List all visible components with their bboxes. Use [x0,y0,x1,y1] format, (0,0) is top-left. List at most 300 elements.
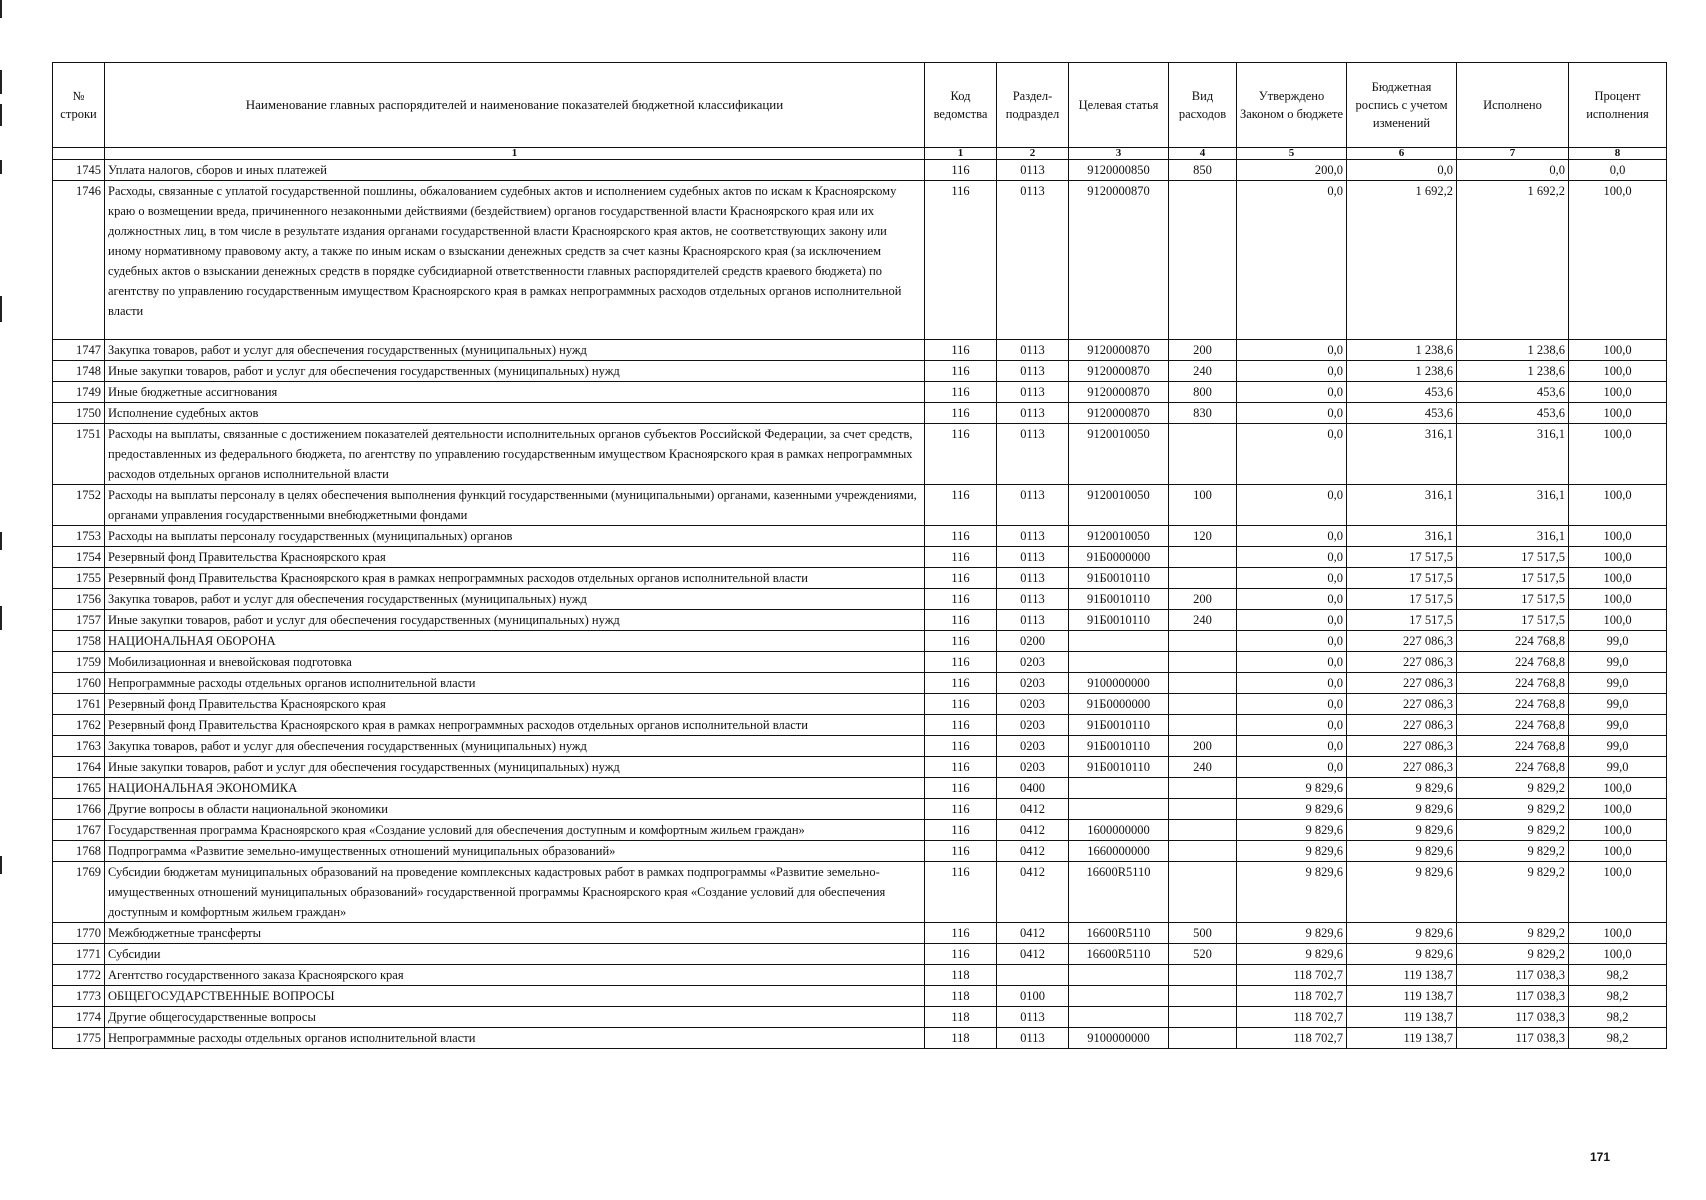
budget-list-amount: 9 829,6 [1347,944,1457,965]
column-number: 3 [1069,148,1169,160]
row-name: Подпрограмма «Развитие земельно-имущественных отношений муниципальных образований» [105,841,925,862]
target-article [1069,652,1169,673]
binding-mark [0,0,2,18]
dept-code: 116 [925,361,997,382]
section-code: 0113 [997,526,1069,547]
target-article [1069,631,1169,652]
budget-list-amount: 119 138,7 [1347,986,1457,1007]
section-code: 0412 [997,944,1069,965]
table-row [53,694,1667,715]
target-article: 91Б0010110 [1069,589,1169,610]
budget-list-amount: 9 829,6 [1347,820,1457,841]
target-article: 9120000870 [1069,382,1169,403]
approved-amount: 9 829,6 [1237,799,1347,820]
execution-percent: 98,2 [1569,986,1667,1007]
approved-amount: 0,0 [1237,694,1347,715]
expense-type [1169,568,1237,589]
row-number: 1765 [53,778,105,799]
execution-percent: 100,0 [1569,424,1667,485]
section-code: 0412 [997,799,1069,820]
execution-percent: 100,0 [1569,923,1667,944]
dept-code: 116 [925,424,997,485]
approved-amount: 200,0 [1237,160,1347,181]
approved-amount: 0,0 [1237,757,1347,778]
budget-list-amount: 453,6 [1347,382,1457,403]
dept-code: 116 [925,526,997,547]
row-number: 1774 [53,1007,105,1028]
target-article: 91Б0010110 [1069,610,1169,631]
row-name: ОБЩЕГОСУДАРСТВЕННЫЕ ВОПРОСЫ [105,986,925,1007]
row-number: 1752 [53,485,105,526]
column-number: 8 [1569,148,1667,160]
target-article: 16600R5110 [1069,862,1169,923]
executed-amount: 453,6 [1457,382,1569,403]
binding-mark [0,160,2,174]
execution-percent: 100,0 [1569,568,1667,589]
execution-percent: 100,0 [1569,403,1667,424]
budget-execution-table [52,62,1667,1049]
approved-amount: 9 829,6 [1237,944,1347,965]
target-article [1069,1007,1169,1028]
section-code: 0412 [997,841,1069,862]
execution-percent: 98,2 [1569,1007,1667,1028]
executed-amount: 17 517,5 [1457,589,1569,610]
table-row [53,424,1667,485]
row-name: Субсидии [105,944,925,965]
row-name: Резервный фонд Правительства Красноярского края в рамках непрограммных расходов отдельных органов исполнительной власти [105,715,925,736]
column-number: 1 [925,148,997,160]
budget-list-amount: 17 517,5 [1347,610,1457,631]
row-number: 1770 [53,923,105,944]
table-row [53,652,1667,673]
budget-list-amount: 227 086,3 [1347,673,1457,694]
executed-amount: 9 829,2 [1457,944,1569,965]
dept-code: 116 [925,652,997,673]
target-article: 91Б0010110 [1069,568,1169,589]
executed-amount: 224 768,8 [1457,673,1569,694]
target-article: 91Б0000000 [1069,694,1169,715]
section-code: 0412 [997,862,1069,923]
dept-code: 116 [925,715,997,736]
row-name: Закупка товаров, работ и услуг для обеспечения государственных (муниципальных) нужд [105,589,925,610]
budget-list-amount: 1 692,2 [1347,181,1457,340]
expense-type: 240 [1169,757,1237,778]
header-approved: Утверждено Законом о бюджете [1237,63,1347,148]
row-number: 1754 [53,547,105,568]
row-name: Иные закупки товаров, работ и услуг для обеспечения государственных (муниципальных) нужд [105,361,925,382]
row-name: Непрограммные расходы отдельных органов исполнительной власти [105,1028,925,1049]
row-name: Другие общегосударственные вопросы [105,1007,925,1028]
column-number: 1 [105,148,925,160]
binding-mark [0,104,2,126]
budget-list-amount: 227 086,3 [1347,757,1457,778]
expense-type [1169,799,1237,820]
executed-amount: 9 829,2 [1457,820,1569,841]
expense-type [1169,424,1237,485]
row-number: 1763 [53,736,105,757]
header-name: Наименование главных распорядителей и наименование показателей бюджетной классификации [105,63,925,148]
row-name: Иные закупки товаров, работ и услуг для обеспечения государственных (муниципальных) нужд [105,610,925,631]
expense-type [1169,986,1237,1007]
budget-list-amount: 0,0 [1347,160,1457,181]
target-article [1069,965,1169,986]
table-row [53,923,1667,944]
execution-percent: 100,0 [1569,778,1667,799]
approved-amount: 0,0 [1237,547,1347,568]
target-article: 91Б0010110 [1069,736,1169,757]
table-row [53,610,1667,631]
table-row [53,181,1667,340]
row-number: 1745 [53,160,105,181]
executed-amount: 316,1 [1457,485,1569,526]
table-row [53,944,1667,965]
table-row [53,526,1667,547]
page-number: 171 [1590,1150,1611,1164]
approved-amount: 118 702,7 [1237,965,1347,986]
execution-percent: 100,0 [1569,547,1667,568]
expense-type [1169,673,1237,694]
approved-amount: 0,0 [1237,403,1347,424]
expense-type [1169,841,1237,862]
column-number: 5 [1237,148,1347,160]
expense-type: 520 [1169,944,1237,965]
row-name: Мобилизационная и вневойсковая подготовка [105,652,925,673]
section-code: 0203 [997,736,1069,757]
dept-code: 116 [925,799,997,820]
section-code: 0203 [997,652,1069,673]
binding-mark [0,70,2,94]
row-name: Межбюджетные трансферты [105,923,925,944]
executed-amount: 117 038,3 [1457,1007,1569,1028]
target-article: 9120010050 [1069,485,1169,526]
budget-list-amount: 9 829,6 [1347,778,1457,799]
executed-amount: 0,0 [1457,160,1569,181]
table-row [53,382,1667,403]
executed-amount: 224 768,8 [1457,736,1569,757]
approved-amount: 0,0 [1237,382,1347,403]
row-number: 1759 [53,652,105,673]
execution-percent: 100,0 [1569,382,1667,403]
row-name: Субсидии бюджетам муниципальных образований на проведение комплексных кадастровых работ в рамках подпрограммы «Развитие земельно-имущественных отношений муниципальных образований» государственной программы Красноярского края «Создание условий для обеспечения доступным и комфортным жильем граждан» [105,862,925,923]
header-dept-code: Код ведомства [925,63,997,148]
dept-code: 118 [925,965,997,986]
approved-amount: 0,0 [1237,631,1347,652]
header-target: Целевая статья [1069,63,1169,148]
executed-amount: 224 768,8 [1457,652,1569,673]
expense-type: 100 [1169,485,1237,526]
section-code: 0113 [997,610,1069,631]
execution-percent: 0,0 [1569,160,1667,181]
dept-code: 116 [925,673,997,694]
row-name: Государственная программа Красноярского края «Создание условий для обеспечения доступным и комфортным жильем граждан» [105,820,925,841]
section-code: 0203 [997,673,1069,694]
executed-amount: 9 829,2 [1457,862,1569,923]
row-name: Резервный фонд Правительства Красноярского края [105,547,925,568]
table-row [53,799,1667,820]
budget-list-amount: 227 086,3 [1347,631,1457,652]
approved-amount: 118 702,7 [1237,1028,1347,1049]
budget-list-amount: 227 086,3 [1347,736,1457,757]
expense-type [1169,631,1237,652]
row-number: 1746 [53,181,105,340]
dept-code: 118 [925,1007,997,1028]
execution-percent: 100,0 [1569,589,1667,610]
section-code: 0113 [997,424,1069,485]
section-code: 0113 [997,568,1069,589]
target-article: 9120000850 [1069,160,1169,181]
row-name: Непрограммные расходы отдельных органов исполнительной власти [105,673,925,694]
expense-type [1169,862,1237,923]
execution-percent: 98,2 [1569,1028,1667,1049]
table-row [53,361,1667,382]
budget-list-amount: 9 829,6 [1347,862,1457,923]
table-row [53,673,1667,694]
dept-code: 118 [925,986,997,1007]
execution-percent: 100,0 [1569,820,1667,841]
row-name: Расходы на выплаты персоналу государственных (муниципальных) органов [105,526,925,547]
table-row [53,965,1667,986]
execution-percent: 100,0 [1569,340,1667,361]
dept-code: 116 [925,181,997,340]
expense-type: 200 [1169,589,1237,610]
header-percent: Процент исполнения [1569,63,1667,148]
approved-amount: 0,0 [1237,424,1347,485]
target-article: 1660000000 [1069,841,1169,862]
executed-amount: 117 038,3 [1457,965,1569,986]
target-article [1069,986,1169,1007]
approved-amount: 0,0 [1237,736,1347,757]
row-name: Расходы на выплаты, связанные с достижением показателей деятельности исполнительных органов субъектов Российской Федерации, за счет средств, предоставленных из федерального бюджета, по агентству по управлению государственным имуществом Красноярского края в рамках непрограммных расходов отдельных органов исполнительной власти [105,424,925,485]
table-body [53,160,1667,1049]
approved-amount: 0,0 [1237,568,1347,589]
section-code: 0203 [997,694,1069,715]
row-name: Агентство государственного заказа Красноярского края [105,965,925,986]
row-name: Расходы, связанные с уплатой государственной пошлины, обжалованием судебных актов и исполнением судебных актов по искам к Красноярскому краю о возмещении вреда, причиненного незаконными действиями (бездействием) органов государственной власти Красноярского края или их должностных лиц, в том числе в результате издания органами государственной власти Красноярского края актов, не соответствующих закону или иному нормативному правовому акту, а также по иным искам о взыскании денежных средств за счет казны Красноярского края (за исключением судебных актов о взыскании денежных средств в порядке субсидиарной ответственности главных распорядителей средств краевого бюджета) по агентству по управлению государственным имуществом Красноярского края в рамках непрограммных расходов отдельных органов исполнительной власти [105,181,925,340]
budget-list-amount: 227 086,3 [1347,694,1457,715]
row-number: 1753 [53,526,105,547]
table-row [53,820,1667,841]
executed-amount: 117 038,3 [1457,1028,1569,1049]
expense-type: 830 [1169,403,1237,424]
budget-list-amount: 9 829,6 [1347,841,1457,862]
expense-type [1169,965,1237,986]
row-name: Иные бюджетные ассигнования [105,382,925,403]
target-article: 9120000870 [1069,361,1169,382]
table-row [53,1007,1667,1028]
execution-percent: 99,0 [1569,673,1667,694]
budget-list-amount: 9 829,6 [1347,923,1457,944]
executed-amount: 224 768,8 [1457,715,1569,736]
target-article: 91Б0000000 [1069,547,1169,568]
expense-type [1169,652,1237,673]
dept-code: 116 [925,694,997,715]
table-row [53,547,1667,568]
row-name: Иные закупки товаров, работ и услуг для обеспечения государственных (муниципальных) нужд [105,757,925,778]
header-exp-type: Вид расходов [1169,63,1237,148]
approved-amount: 0,0 [1237,485,1347,526]
column-number: 4 [1169,148,1237,160]
row-number: 1769 [53,862,105,923]
expense-type [1169,547,1237,568]
dept-code: 116 [925,631,997,652]
row-name: Закупка товаров, работ и услуг для обеспечения государственных (муниципальных) нужд [105,736,925,757]
target-article: 9120010050 [1069,526,1169,547]
expense-type [1169,778,1237,799]
row-number: 1749 [53,382,105,403]
row-number: 1771 [53,944,105,965]
executed-amount: 224 768,8 [1457,694,1569,715]
budget-list-amount: 316,1 [1347,526,1457,547]
executed-amount: 453,6 [1457,403,1569,424]
section-code: 0203 [997,757,1069,778]
expense-type: 200 [1169,340,1237,361]
budget-list-amount: 1 238,6 [1347,340,1457,361]
executed-amount: 316,1 [1457,526,1569,547]
approved-amount: 0,0 [1237,610,1347,631]
target-article [1069,778,1169,799]
budget-list-amount: 17 517,5 [1347,568,1457,589]
expense-type [1169,694,1237,715]
section-code: 0200 [997,631,1069,652]
table-row [53,736,1667,757]
table-row [53,715,1667,736]
row-name: Другие вопросы в области национальной экономики [105,799,925,820]
approved-amount: 9 829,6 [1237,923,1347,944]
row-number: 1750 [53,403,105,424]
approved-amount: 0,0 [1237,526,1347,547]
dept-code: 116 [925,736,997,757]
budget-list-amount: 119 138,7 [1347,965,1457,986]
section-code: 0412 [997,820,1069,841]
section-code: 0113 [997,547,1069,568]
target-article: 9120000870 [1069,340,1169,361]
row-number: 1747 [53,340,105,361]
budget-list-amount: 17 517,5 [1347,547,1457,568]
column-number: 6 [1347,148,1457,160]
executed-amount: 224 768,8 [1457,631,1569,652]
dept-code: 116 [925,547,997,568]
table-row [53,1028,1667,1049]
dept-code: 116 [925,862,997,923]
approved-amount: 9 829,6 [1237,841,1347,862]
budget-list-amount: 1 238,6 [1347,361,1457,382]
row-name: Резервный фонд Правительства Красноярского края в рамках непрограммных расходов отдельных органов исполнительной власти [105,568,925,589]
target-article: 91Б0010110 [1069,757,1169,778]
table-row [53,568,1667,589]
section-code: 0113 [997,403,1069,424]
binding-mark [0,606,2,630]
approved-amount: 0,0 [1237,361,1347,382]
section-code: 0412 [997,923,1069,944]
section-code: 0113 [997,181,1069,340]
expense-type: 800 [1169,382,1237,403]
execution-percent: 99,0 [1569,757,1667,778]
header-section: Раздел-подраздел [997,63,1069,148]
row-name: НАЦИОНАЛЬНАЯ ОБОРОНА [105,631,925,652]
dept-code: 116 [925,485,997,526]
dept-code: 116 [925,382,997,403]
table-row [53,589,1667,610]
header-row-no: № строки [53,63,105,148]
table-row [53,778,1667,799]
execution-percent: 100,0 [1569,526,1667,547]
executed-amount: 1 238,6 [1457,361,1569,382]
execution-percent: 100,0 [1569,862,1667,923]
dept-code: 116 [925,610,997,631]
row-number: 1761 [53,694,105,715]
row-number: 1748 [53,361,105,382]
budget-list-amount: 227 086,3 [1347,652,1457,673]
section-code: 0113 [997,589,1069,610]
expense-type [1169,1028,1237,1049]
table-row [53,485,1667,526]
target-article: 16600R5110 [1069,944,1169,965]
budget-list-amount: 17 517,5 [1347,589,1457,610]
target-article: 9120010050 [1069,424,1169,485]
row-name: Исполнение судебных актов [105,403,925,424]
column-number: 7 [1457,148,1569,160]
table-row [53,757,1667,778]
budget-list-amount: 9 829,6 [1347,799,1457,820]
section-code: 0203 [997,715,1069,736]
table-row [53,841,1667,862]
executed-amount: 316,1 [1457,424,1569,485]
binding-mark [0,532,2,550]
binding-mark [0,856,2,874]
expense-type [1169,820,1237,841]
dept-code: 116 [925,944,997,965]
column-number-row [53,148,1667,160]
table-row [53,986,1667,1007]
expense-type: 500 [1169,923,1237,944]
execution-percent: 98,2 [1569,965,1667,986]
row-number: 1762 [53,715,105,736]
execution-percent: 100,0 [1569,799,1667,820]
section-code: 0100 [997,986,1069,1007]
expense-type [1169,181,1237,340]
column-number: 2 [997,148,1069,160]
row-number: 1767 [53,820,105,841]
table-row [53,403,1667,424]
row-number: 1768 [53,841,105,862]
expense-type [1169,715,1237,736]
budget-list-amount: 227 086,3 [1347,715,1457,736]
budget-list-amount: 119 138,7 [1347,1007,1457,1028]
executed-amount: 17 517,5 [1457,547,1569,568]
section-code: 0113 [997,1028,1069,1049]
target-article [1069,799,1169,820]
header-executed: Исполнено [1457,63,1569,148]
approved-amount: 0,0 [1237,589,1347,610]
dept-code: 116 [925,568,997,589]
execution-percent: 99,0 [1569,631,1667,652]
executed-amount: 17 517,5 [1457,568,1569,589]
budget-list-amount: 316,1 [1347,485,1457,526]
budget-list-amount: 453,6 [1347,403,1457,424]
binding-mark [0,296,2,322]
approved-amount: 9 829,6 [1237,820,1347,841]
dept-code: 116 [925,841,997,862]
executed-amount: 1 238,6 [1457,340,1569,361]
approved-amount: 0,0 [1237,673,1347,694]
expense-type: 200 [1169,736,1237,757]
section-code: 0400 [997,778,1069,799]
row-number: 1755 [53,568,105,589]
dept-code: 116 [925,403,997,424]
row-number: 1773 [53,986,105,1007]
approved-amount: 0,0 [1237,715,1347,736]
table-row [53,340,1667,361]
